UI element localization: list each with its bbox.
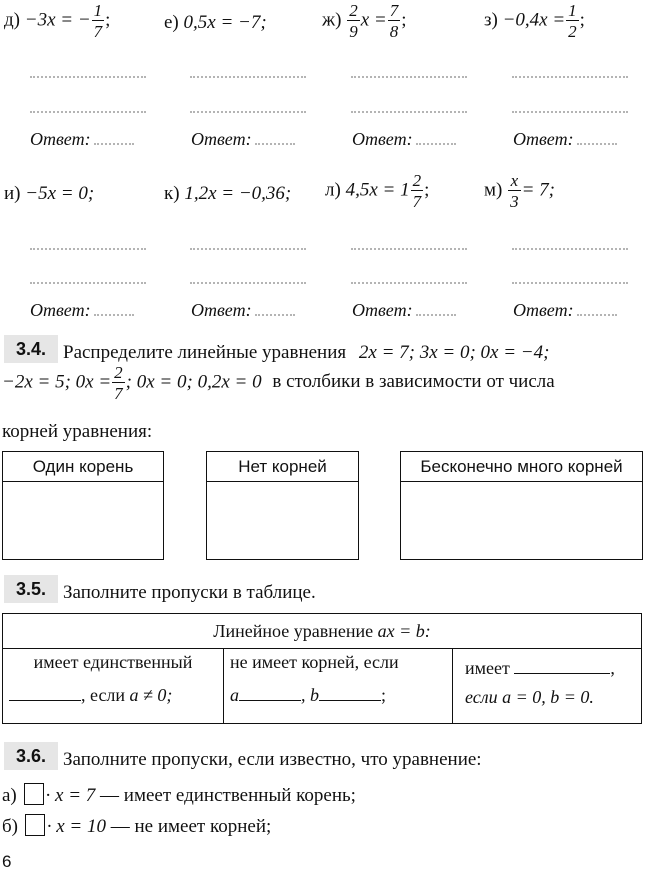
table-cell: имеет , если a = 0, b = 0.	[453, 649, 642, 724]
blank-field[interactable]	[9, 700, 81, 701]
fraction: $\frac{x}{3}$	[510, 171, 519, 211]
exercise-e	[164, 12, 267, 34]
exercise-z: з) −0,4x = $\frac{1}{2}$ ;	[484, 1, 585, 41]
work-line[interactable]	[351, 111, 467, 113]
equation-list: ; 0x = 0; 0,2x = 0	[125, 371, 262, 393]
item-label: з)	[484, 9, 498, 31]
equation-text: = 7;	[521, 179, 556, 201]
equation-text: 4,5x = 1	[345, 179, 410, 201]
work-line[interactable]	[512, 111, 628, 113]
task-3-4-line2: −2x = 5; 0x = $\frac{2}{7}$ ; 0x = 0; 0,2x = 0 в столбики в зависимости от числа	[2, 363, 555, 403]
work-line[interactable]	[190, 76, 306, 78]
table-cell: не имеет корней, если a , b ;	[224, 649, 453, 724]
blank-square[interactable]	[25, 814, 45, 836]
column-infinite-roots[interactable]	[400, 451, 643, 560]
exercise-l: л) 4,5x = 1 $\frac{2}{7}$ ;	[325, 171, 430, 211]
answer-field[interactable]: Ответ:	[513, 300, 617, 321]
table-header: Линейное уравнение ax = b:	[3, 614, 642, 649]
answer-field[interactable]: Ответ:	[191, 129, 295, 150]
column-header: Бесконечно много корней	[401, 452, 642, 482]
fill-table	[2, 613, 642, 724]
task-3-6-text: Заполните пропуски, если известно, что уравнение:	[63, 749, 482, 770]
exercise-m	[484, 172, 555, 210]
work-line[interactable]	[351, 76, 467, 78]
work-line[interactable]	[190, 248, 306, 250]
task-3-5-text: Заполните пропуски в таблице.	[63, 582, 316, 603]
equation-text: 1,2x = −0,36;	[184, 183, 292, 204]
column-header: Нет корней	[207, 452, 358, 482]
fraction: $\frac{2}{9}$	[349, 1, 358, 41]
task-number: 3.4.	[4, 335, 58, 363]
equation-text: −3x = −	[24, 9, 91, 31]
answer-field[interactable]: Ответ:	[352, 129, 456, 150]
work-line[interactable]	[30, 111, 146, 113]
task-3-6	[4, 746, 58, 767]
answer-field[interactable]: Ответ:	[191, 300, 295, 321]
blank-square[interactable]	[24, 783, 44, 805]
task-3-4-line3: корней уравнения:	[2, 421, 153, 442]
work-line[interactable]	[30, 282, 146, 284]
fraction: $\frac{2}{7}$	[412, 171, 422, 211]
task-3-5	[4, 579, 58, 600]
page-number: 6	[2, 852, 12, 871]
column-one-root[interactable]	[2, 451, 164, 560]
blank-field[interactable]	[514, 673, 610, 674]
fraction: $\frac{1}{2}$	[568, 1, 577, 41]
equation-text: −0,4x =	[502, 9, 566, 31]
blank-field[interactable]	[319, 700, 381, 701]
exercise-zh: ж) $\frac{2}{9}$ x = $\frac{7}{8}$ ;	[322, 1, 407, 41]
work-line[interactable]	[351, 282, 467, 284]
work-line[interactable]	[512, 282, 628, 284]
task-3-6-a: а) · x = 7 — имеет единственный корень;	[2, 785, 356, 806]
item-label: е)	[164, 12, 179, 33]
equation-list: −2x = 5; 0x =	[2, 371, 112, 393]
work-line[interactable]	[512, 248, 628, 250]
fraction: $\frac{7}{8}$	[389, 1, 399, 41]
work-line[interactable]	[190, 111, 306, 113]
work-line[interactable]	[351, 248, 467, 250]
table-cell: имеет единственный , если a ≠ 0;	[3, 649, 224, 724]
item-label: к)	[164, 183, 180, 204]
equation-list: 2x = 7; 3x = 0; 0x = −4;	[358, 342, 550, 363]
item-label: и)	[4, 183, 21, 204]
task-3-6-b: б) · x = 10 — не имеет корней;	[2, 816, 272, 837]
answer-field[interactable]: Ответ:	[30, 300, 134, 321]
item-label: м)	[484, 179, 503, 201]
column-no-roots[interactable]	[206, 451, 359, 560]
answer-field[interactable]: Ответ:	[513, 129, 617, 150]
item-label: д)	[4, 9, 20, 31]
equation-text: x =	[360, 9, 387, 31]
work-line[interactable]	[30, 76, 146, 78]
work-line[interactable]	[512, 76, 628, 78]
task-3-4	[4, 339, 58, 360]
answer-field[interactable]: Ответ:	[30, 129, 134, 150]
task-number: 3.6.	[4, 742, 58, 770]
exercise-i	[4, 183, 94, 205]
column-header: Один корень	[3, 452, 163, 482]
item-label: л)	[325, 179, 341, 201]
task-number: 3.5.	[4, 575, 58, 603]
exercise-d: д) −3x = − $\frac{1}{7}$ ;	[4, 1, 111, 41]
equation-text: 0,5x = −7;	[183, 12, 267, 33]
fraction: $\frac{1}{7}$	[93, 1, 103, 41]
blank-field[interactable]	[239, 700, 301, 701]
fraction: $\frac{2}{7}$	[114, 363, 123, 403]
equation-text: −5x = 0;	[25, 183, 95, 204]
work-line[interactable]	[190, 282, 306, 284]
task-3-4-line1: Распределите линейные уравнения 2x = 7; 3x = 0; 0x = −4;	[63, 342, 550, 363]
answer-field[interactable]: Ответ:	[352, 300, 456, 321]
item-label: ж)	[322, 9, 342, 31]
exercise-k	[164, 183, 291, 205]
work-line[interactable]	[30, 248, 146, 250]
